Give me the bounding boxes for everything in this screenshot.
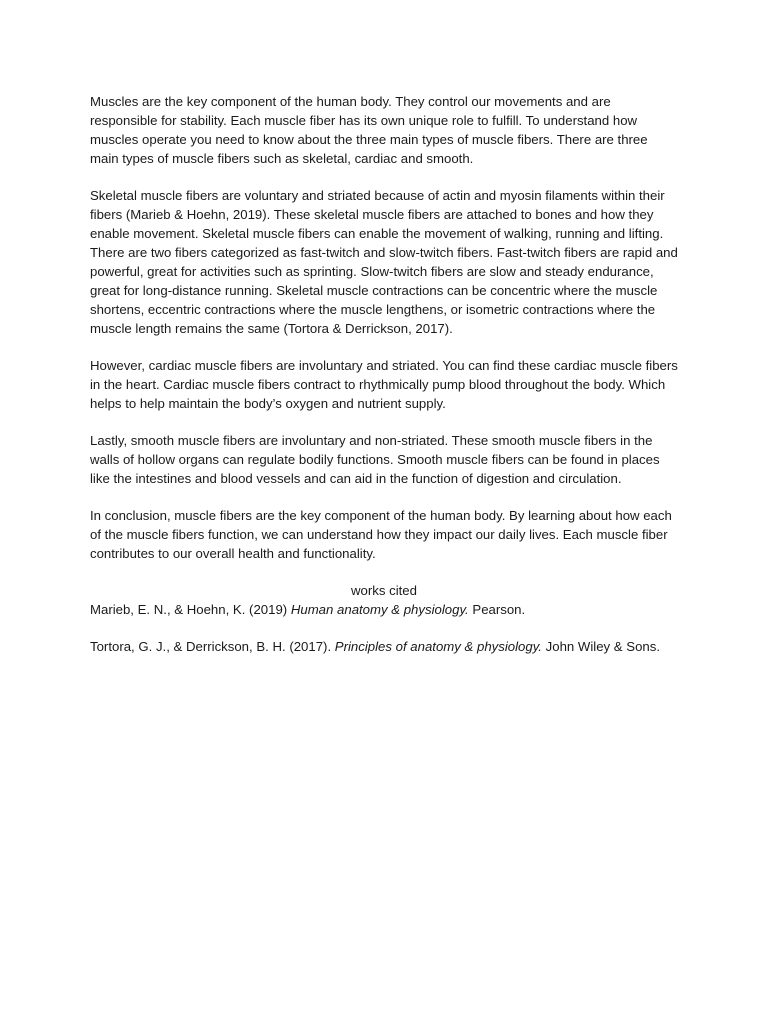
paragraph-intro: Muscles are the key component of the human body. They control our movements and are responsible for stability. Each muscle fiber has its own unique role to fulfill. To understand how muscles operate you need to know about the three main types of muscle fibers. There are three main types of muscle fibers such as skeletal, cardiac and smooth. xyxy=(90,94,648,166)
works-cited-heading: works cited xyxy=(351,583,417,598)
citation-publisher: Pearson. xyxy=(468,602,526,617)
citation-marieb xyxy=(90,600,678,619)
citation-tortora xyxy=(90,637,678,656)
citation-publisher: John Wiley & Sons. xyxy=(541,639,660,654)
citation-authors: Tortora, G. J., & Derrickson, B. H. (2017). xyxy=(90,639,335,654)
citation-title: Principles of anatomy & physiology. xyxy=(334,639,542,654)
paragraph-skeletal: Skeletal muscle fibers are voluntary and striated because of actin and myosin filaments within their fibers (Marieb & Hoehn, 2019). These skeletal muscle fibers are attached to bones and how they enable movement. Skeletal muscle fibers can enable the movement of walking, running and lifting. There are two fibers categorized as fast-twitch and slow-twitch fibers. Fast-twitch fibers are rapid and powerful, great for activities such as sprinting. Slow-twitch fibers are slow and steady endurance, great for long-distance running. Skeletal muscle contractions can be concentric where the muscle shortens, eccentric contractions where the muscle lengthens, or isometric contractions where the muscle length remains the same (Tortora & Derrickson, 2017). xyxy=(90,188,678,336)
document-page xyxy=(90,92,678,674)
paragraph-conclusion: In conclusion, muscle fibers are the key component of the human body. By learning about how each of the muscle fibers function, we can understand how they impact our daily lives. Each muscle fiber contributes to our overall health and functionality. xyxy=(90,508,672,561)
citation-authors: Marieb, E. N., & Hoehn, K. (2019) xyxy=(90,602,291,617)
paragraph-smooth: Lastly, smooth muscle fibers are involuntary and non-striated. These smooth muscle fibers in the walls of hollow organs can regulate bodily functions. Smooth muscle fibers can be found in places like the intestines and blood vessels and can aid in the function of digestion and circulation. xyxy=(90,433,660,486)
paragraph-cardiac: However, cardiac muscle fibers are involuntary and striated. You can find these cardiac muscle fibers in the heart. Cardiac muscle fibers contract to rhythmically pump blood throughout the body. Which helps to help maintain the body’s oxygen and nutrient supply. xyxy=(90,358,678,411)
citation-title: Human anatomy & physiology. xyxy=(290,602,469,617)
